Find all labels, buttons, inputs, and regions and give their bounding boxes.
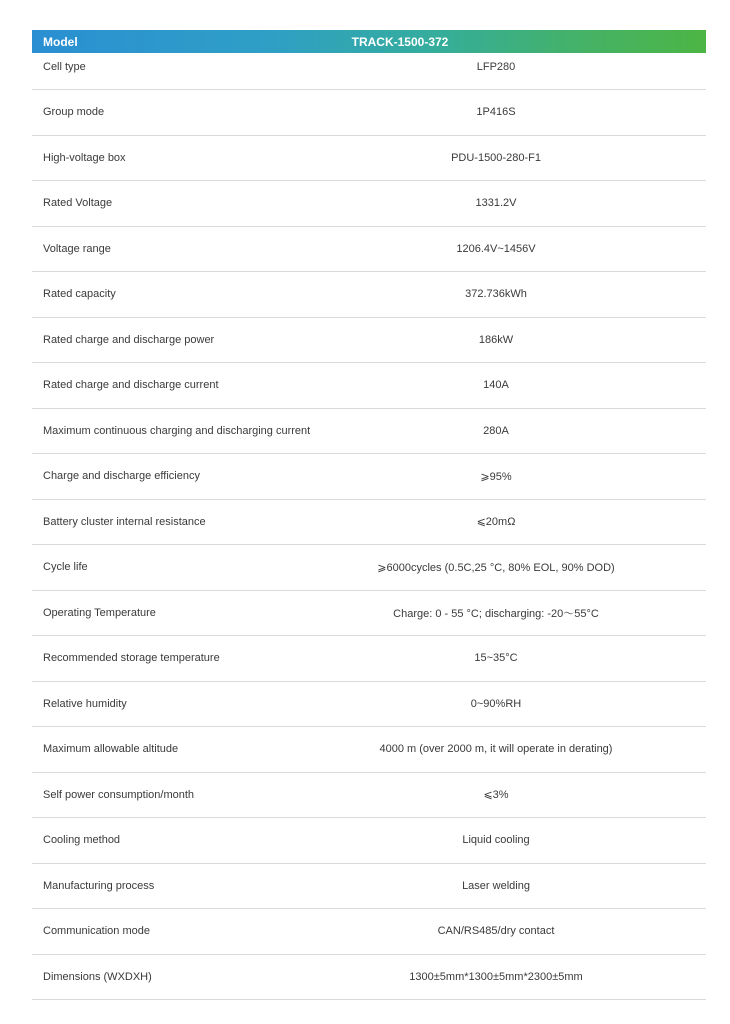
row-value: 372.736kWh: [465, 288, 527, 301]
row-value: ⩾95%: [480, 470, 512, 483]
table-row: [32, 636, 706, 682]
row-value: 1206.4V~1456V: [456, 242, 536, 255]
row-value: Liquid cooling: [462, 834, 530, 847]
row-label: Charge and discharge efficiency: [43, 470, 200, 483]
row-label: Self power consumption/month: [43, 788, 195, 801]
table-row: [32, 864, 706, 910]
table-row: [32, 909, 706, 955]
row-label: Rated capacity: [43, 288, 116, 301]
row-value: 0~90%RH: [470, 697, 522, 710]
header-model-value: TRACK-1500-372: [351, 34, 449, 49]
row-value: ⩾6000cycles (0.5C,25 °C, 80% EOL, 90% DOD): [377, 561, 615, 574]
row-label: Dimensions (WXDXH): [43, 970, 152, 983]
row-value: PDU-1500-280-F1: [451, 151, 541, 164]
row-value: Charge: 0 - 55 °C; discharging: -20〜55°C: [393, 607, 599, 620]
table-row: [32, 955, 706, 1001]
row-value: 1300±5mm*1300±5mm*2300±5mm: [409, 970, 583, 983]
row-value: 186kW: [478, 333, 514, 346]
row-label: Rated charge and discharge current: [43, 379, 219, 392]
table-row: [32, 454, 706, 500]
table-body: [32, 53, 706, 1000]
row-label: Rated charge and discharge power: [43, 333, 215, 346]
table-row: [32, 591, 706, 637]
row-value: 1P416S: [476, 106, 516, 119]
row-label: Communication mode: [43, 925, 150, 938]
row-label: Rated Voltage: [43, 197, 113, 210]
row-value: 4000 m (over 2000 m, it will operate in derating): [379, 743, 613, 756]
table-row: [32, 53, 706, 90]
row-label: Voltage range: [43, 242, 111, 255]
row-value: 140A: [483, 379, 509, 392]
spec-table: [32, 30, 706, 1000]
row-label: Cycle life: [43, 561, 88, 574]
table-row: [32, 500, 706, 546]
row-label: Recommended storage temperature: [43, 652, 220, 665]
row-value: 1331.2V: [475, 197, 517, 210]
row-value: ⩽3%: [483, 789, 509, 802]
table-row: [32, 545, 706, 591]
table-row: [32, 682, 706, 728]
row-value: ⩽20mΩ: [476, 516, 516, 529]
table-row: [32, 90, 706, 136]
row-value: CAN/RS485/dry contact: [437, 925, 555, 938]
table-row: [32, 409, 706, 455]
row-label: Operating Temperature: [43, 606, 156, 619]
row-label: Cooling method: [43, 834, 121, 847]
table-row: [32, 363, 706, 409]
table-row: [32, 727, 706, 773]
row-value: LFP280: [476, 61, 516, 73]
table-row: [32, 227, 706, 273]
table-row: [32, 773, 706, 819]
row-value: 280A: [483, 424, 509, 437]
row-label: Group mode: [43, 106, 105, 119]
table-header: [32, 30, 706, 53]
row-label: Maximum continuous charging and discharging current: [43, 424, 311, 437]
row-value: 15~35°C: [474, 652, 518, 665]
table-row: [32, 136, 706, 182]
table-row: [32, 272, 706, 318]
row-label: High-voltage box: [43, 151, 126, 164]
table-row: [32, 818, 706, 864]
table-row: [32, 181, 706, 227]
row-label: Battery cluster internal resistance: [43, 515, 206, 528]
row-label: Cell type: [43, 61, 86, 73]
row-value: Laser welding: [462, 879, 530, 892]
table-row: [32, 318, 706, 364]
header-label: Model: [43, 34, 78, 49]
row-label: Maximum allowable altitude: [43, 743, 179, 756]
row-label: Relative humidity: [43, 697, 127, 710]
row-label: Manufacturing process: [43, 879, 155, 892]
